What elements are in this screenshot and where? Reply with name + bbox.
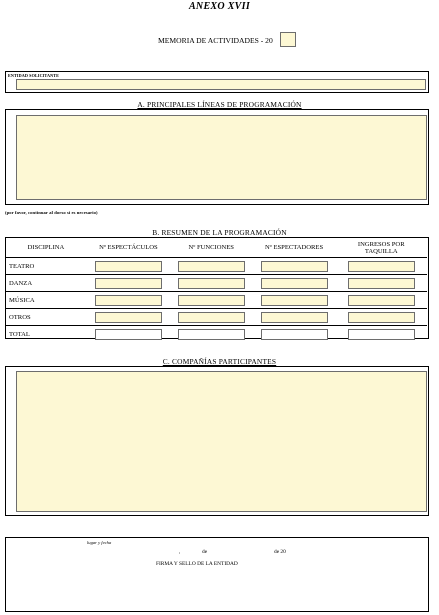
date-de-2: de 20 [274,549,286,555]
otros-ingresos-input[interactable] [348,312,415,323]
teatro-espectadores-input[interactable] [261,261,328,272]
table-row [5,309,427,326]
danza-espectaculos-input[interactable] [95,278,162,289]
section-c-box [5,366,429,516]
firma-label: FIRMA Y SELLO DE LA ENTIDAD [156,561,238,567]
musica-espectadores-input[interactable] [261,295,328,306]
total-ingresos-field[interactable] [348,329,415,340]
teatro-funciones-input[interactable] [178,261,245,272]
signature-box [5,537,429,612]
page-title: ANEXO XVII [188,1,251,12]
row-label-total: TOTAL [9,330,30,338]
entidad-label: ENTIDAD SOLICITANTE [8,73,60,78]
total-espectaculos-field[interactable] [95,329,162,340]
section-a-textarea[interactable] [16,115,427,200]
danza-ingresos-input[interactable] [348,278,415,289]
col-disciplina: DISCIPLINA [5,238,87,258]
total-funciones-field[interactable] [178,329,245,340]
otros-funciones-input[interactable] [178,312,245,323]
section-a-box [5,109,429,205]
col-espectadores: Nº ESPECTADORES [253,238,336,258]
table-row-total [5,326,427,343]
row-label-teatro: TEATRO [5,258,87,275]
continue-note: (por favor, continuar al dorso si es necesario) [5,210,98,215]
section-a-title: A. PRINCIPALES LÍNEAS DE PROGRAMACIÓN [137,100,302,109]
col-espectaculos: Nº ESPECTÁCULOS [87,238,170,258]
date-de-1: de [202,549,208,555]
row-label-musica: MÚSICA [5,292,87,309]
entidad-box [5,71,429,93]
section-b-title: B. RESUMEN DE LA PROGRAMACIÓN [152,228,287,237]
table-row [5,292,427,309]
section-c-textarea[interactable] [16,371,427,512]
place-date-label: lugar y fecha [87,540,112,545]
summary-table [5,238,427,342]
table-row [5,275,427,292]
musica-funciones-input[interactable] [178,295,245,306]
musica-espectaculos-input[interactable] [95,295,162,306]
memoria-label: MEMORIA DE ACTIVIDADES - 20 [158,36,273,45]
table-row [5,258,427,275]
entidad-input[interactable] [16,79,426,90]
date-comma: , [179,549,181,555]
year-input[interactable] [280,32,296,47]
row-label-otros: OTROS [5,309,87,326]
row-label-danza: DANZA [5,275,87,292]
danza-espectadores-input[interactable] [261,278,328,289]
table-header-row [5,238,427,258]
teatro-ingresos-input[interactable] [348,261,415,272]
col-funciones: Nº FUNCIONES [170,238,253,258]
musica-ingresos-input[interactable] [348,295,415,306]
col-ingresos: INGRESOS POR TAQUILLA [335,238,427,258]
otros-espectadores-input[interactable] [261,312,328,323]
danza-funciones-input[interactable] [178,278,245,289]
section-c-title: C. COMPAÑÍAS PARTICIPANTES [162,357,277,366]
total-espectadores-field[interactable] [261,329,328,340]
otros-espectaculos-input[interactable] [95,312,162,323]
teatro-espectaculos-input[interactable] [95,261,162,272]
